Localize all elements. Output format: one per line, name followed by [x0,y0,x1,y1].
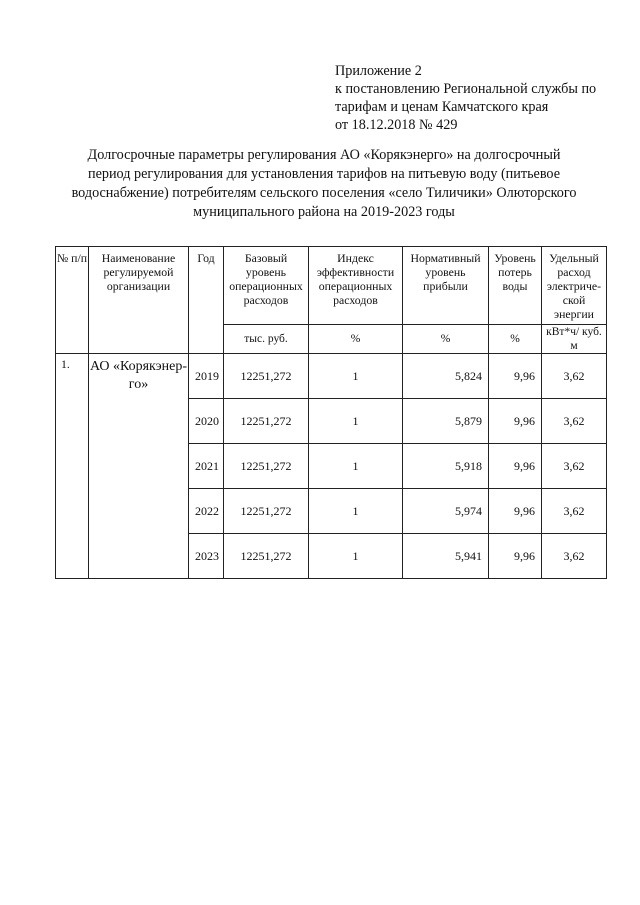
cell-base: 12251,272 [224,399,309,444]
cell-index: 1 [309,399,403,444]
cell-year: 2019 [189,354,224,399]
unit-energy: кВт*ч/ куб. м [542,325,607,354]
cell-profit: 5,974 [403,489,489,534]
appendix-line: тарифам и ценам Камчатского края [335,99,549,115]
title-line: муниципального района на 2019-2023 годы [193,204,455,220]
cell-energy: 3,62 [542,354,607,399]
cell-energy: 3,62 [542,444,607,489]
cell-index: 1 [309,354,403,399]
cell-profit: 5,879 [403,399,489,444]
header-row [56,247,607,325]
col-header-profit: Нормативный уровень прибыли [403,247,489,325]
cell-profit: 5,824 [403,354,489,399]
unit-base: тыс. руб. [224,325,309,354]
table-row [56,354,607,399]
cell-year: 2021 [189,444,224,489]
row-number: 1. [56,354,89,579]
unit-loss: % [489,325,542,354]
cell-loss: 9,96 [489,444,542,489]
cell-base: 12251,272 [224,534,309,579]
title-line: Долгосрочные параметры регулирования АО «Корякэнерго» на долгосрочный [87,147,561,163]
col-header-index: Индекс эффективности операционных расходов [309,247,403,325]
cell-loss: 9,96 [489,489,542,534]
title-line: период регулирования для установления тарифов на питьевую воду (питьевое [87,166,561,182]
col-header-energy: Удельный расход электриче-ской энергии [542,247,607,325]
cell-energy: 3,62 [542,489,607,534]
cell-loss: 9,96 [489,354,542,399]
appendix-block [335,62,635,134]
appendix-line: от 18.12.2018 № 429 [335,117,458,133]
title-line: водоснабжение) потребителям сельского поселения «село Тиличики» Олюторского [71,185,577,201]
unit-index: % [309,325,403,354]
cell-energy: 3,62 [542,399,607,444]
cell-index: 1 [309,534,403,579]
col-header-year: Год [189,247,224,354]
cell-loss: 9,96 [489,534,542,579]
cell-profit: 5,941 [403,534,489,579]
col-header-loss: Уровень потерь воды [489,247,542,325]
parameters-table [55,246,607,579]
cell-base: 12251,272 [224,354,309,399]
organization-name: АО «Корякэнер-го» [89,354,189,579]
document-title [20,146,628,222]
col-header-base: Базовый уровень операционных расходов [224,247,309,325]
cell-profit: 5,918 [403,444,489,489]
cell-index: 1 [309,489,403,534]
cell-base: 12251,272 [224,444,309,489]
appendix-line: к постановлению Региональной службы по [335,81,597,97]
col-header-org: Наименование регулируемой организации [89,247,189,354]
cell-year: 2020 [189,399,224,444]
cell-year: 2023 [189,534,224,579]
appendix-line: Приложение 2 [335,63,422,79]
cell-loss: 9,96 [489,399,542,444]
unit-profit: % [403,325,489,354]
cell-base: 12251,272 [224,489,309,534]
cell-index: 1 [309,444,403,489]
cell-energy: 3,62 [542,534,607,579]
col-header-num: № п/п [56,247,89,354]
cell-year: 2022 [189,489,224,534]
